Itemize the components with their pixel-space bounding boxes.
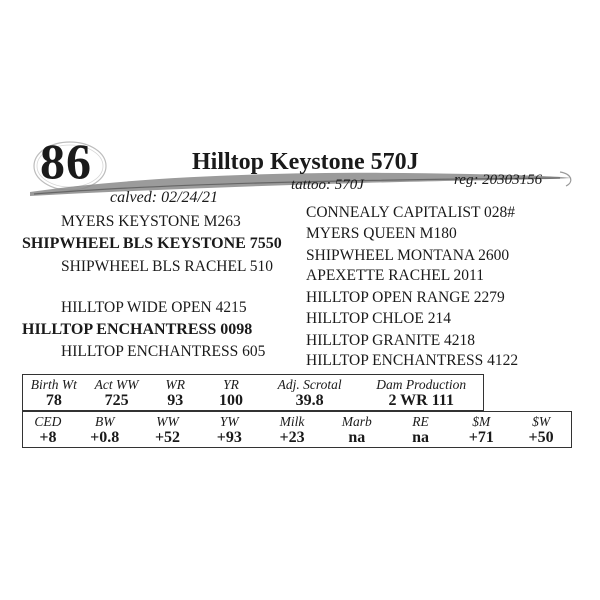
pedigree-sire: SHIPWHEEL BLS KEYSTONE 7550 [22,235,282,252]
pedigree-sire-sire: MYERS KEYSTONE M263 [61,213,241,230]
pedigree-sire-dam-sire: SHIPWHEEL MONTANA 2600 [306,247,510,264]
value-dollar-m: +71 [468,428,494,446]
header-dam-production: Dam Production [376,376,467,392]
value-birth-wt: 78 [45,391,62,409]
lot-number: 86 [40,133,92,189]
value-act-ww: 725 [104,391,129,409]
header-ced: CED [34,413,62,429]
value-bw: +0.8 [90,428,120,446]
value-milk: +23 [279,428,305,446]
value-ww: +52 [154,428,181,446]
header-dollar-m: $M [472,413,491,429]
header-birth-wt: Birth Wt [30,376,77,392]
value-yw: +93 [216,428,242,446]
pedigree-dam-sire: HILLTOP WIDE OPEN 4215 [61,299,247,316]
tattoo: tattoo: 570J [291,177,364,193]
pedigree-dam-sire-dam: HILLTOP CHLOE 214 [306,310,451,327]
header-milk: Milk [279,413,305,429]
header-yw: YW [219,413,239,429]
epd-header-row [23,412,572,429]
header-re: RE [412,413,429,429]
pedigree-sire-dam: SHIPWHEEL BLS RACHEL 510 [61,258,273,275]
header-wr: WR [165,376,186,392]
header-adj-scrotal: Adj. Scrotal [277,376,342,392]
pedigree-dam-dam: HILLTOP ENCHANTRESS 605 [61,343,266,360]
value-dam-production: 2 WR 111 [388,391,454,409]
pedigree-sire-dam-dam: APEXETTE RACHEL 2011 [306,267,484,284]
value-dollar-w: +50 [528,428,554,446]
header-dollar-w: $W [532,413,551,429]
header-yr: YR [223,376,239,392]
pedigree-sire-sire-sire: CONNEALY CAPITALIST 028# [306,204,516,221]
value-marb: na [348,428,366,446]
epd-table [22,411,572,448]
performance-header-row [23,375,484,392]
epd-value-row [23,428,572,448]
header-marb: Marb [341,413,372,429]
value-yr: 100 [219,391,244,409]
performance-table [22,374,484,411]
value-wr: 93 [167,391,184,409]
animal-name: Hilltop Keystone 570J [192,149,419,175]
pedigree-dam-sire-sire: HILLTOP OPEN RANGE 2279 [306,289,505,306]
calved-date: calved: 02/24/21 [110,189,218,206]
pedigree-sire-sire-dam: MYERS QUEEN M180 [306,225,457,242]
value-ced: +8 [39,428,57,446]
pedigree-dam: HILLTOP ENCHANTRESS 0098 [22,321,253,338]
value-adj-scrotal: 39.8 [295,391,324,409]
registration-number: reg: 20303156 [454,172,543,188]
header-act-ww: Act WW [94,376,139,392]
header-bw: BW [94,413,115,429]
pedigree-dam-dam-dam: HILLTOP ENCHANTRESS 4122 [306,352,519,369]
pedigree-dam-dam-sire: HILLTOP GRANITE 4218 [306,332,476,349]
header-ww: WW [156,413,179,429]
value-re: na [412,428,429,446]
performance-value-row [23,391,484,411]
